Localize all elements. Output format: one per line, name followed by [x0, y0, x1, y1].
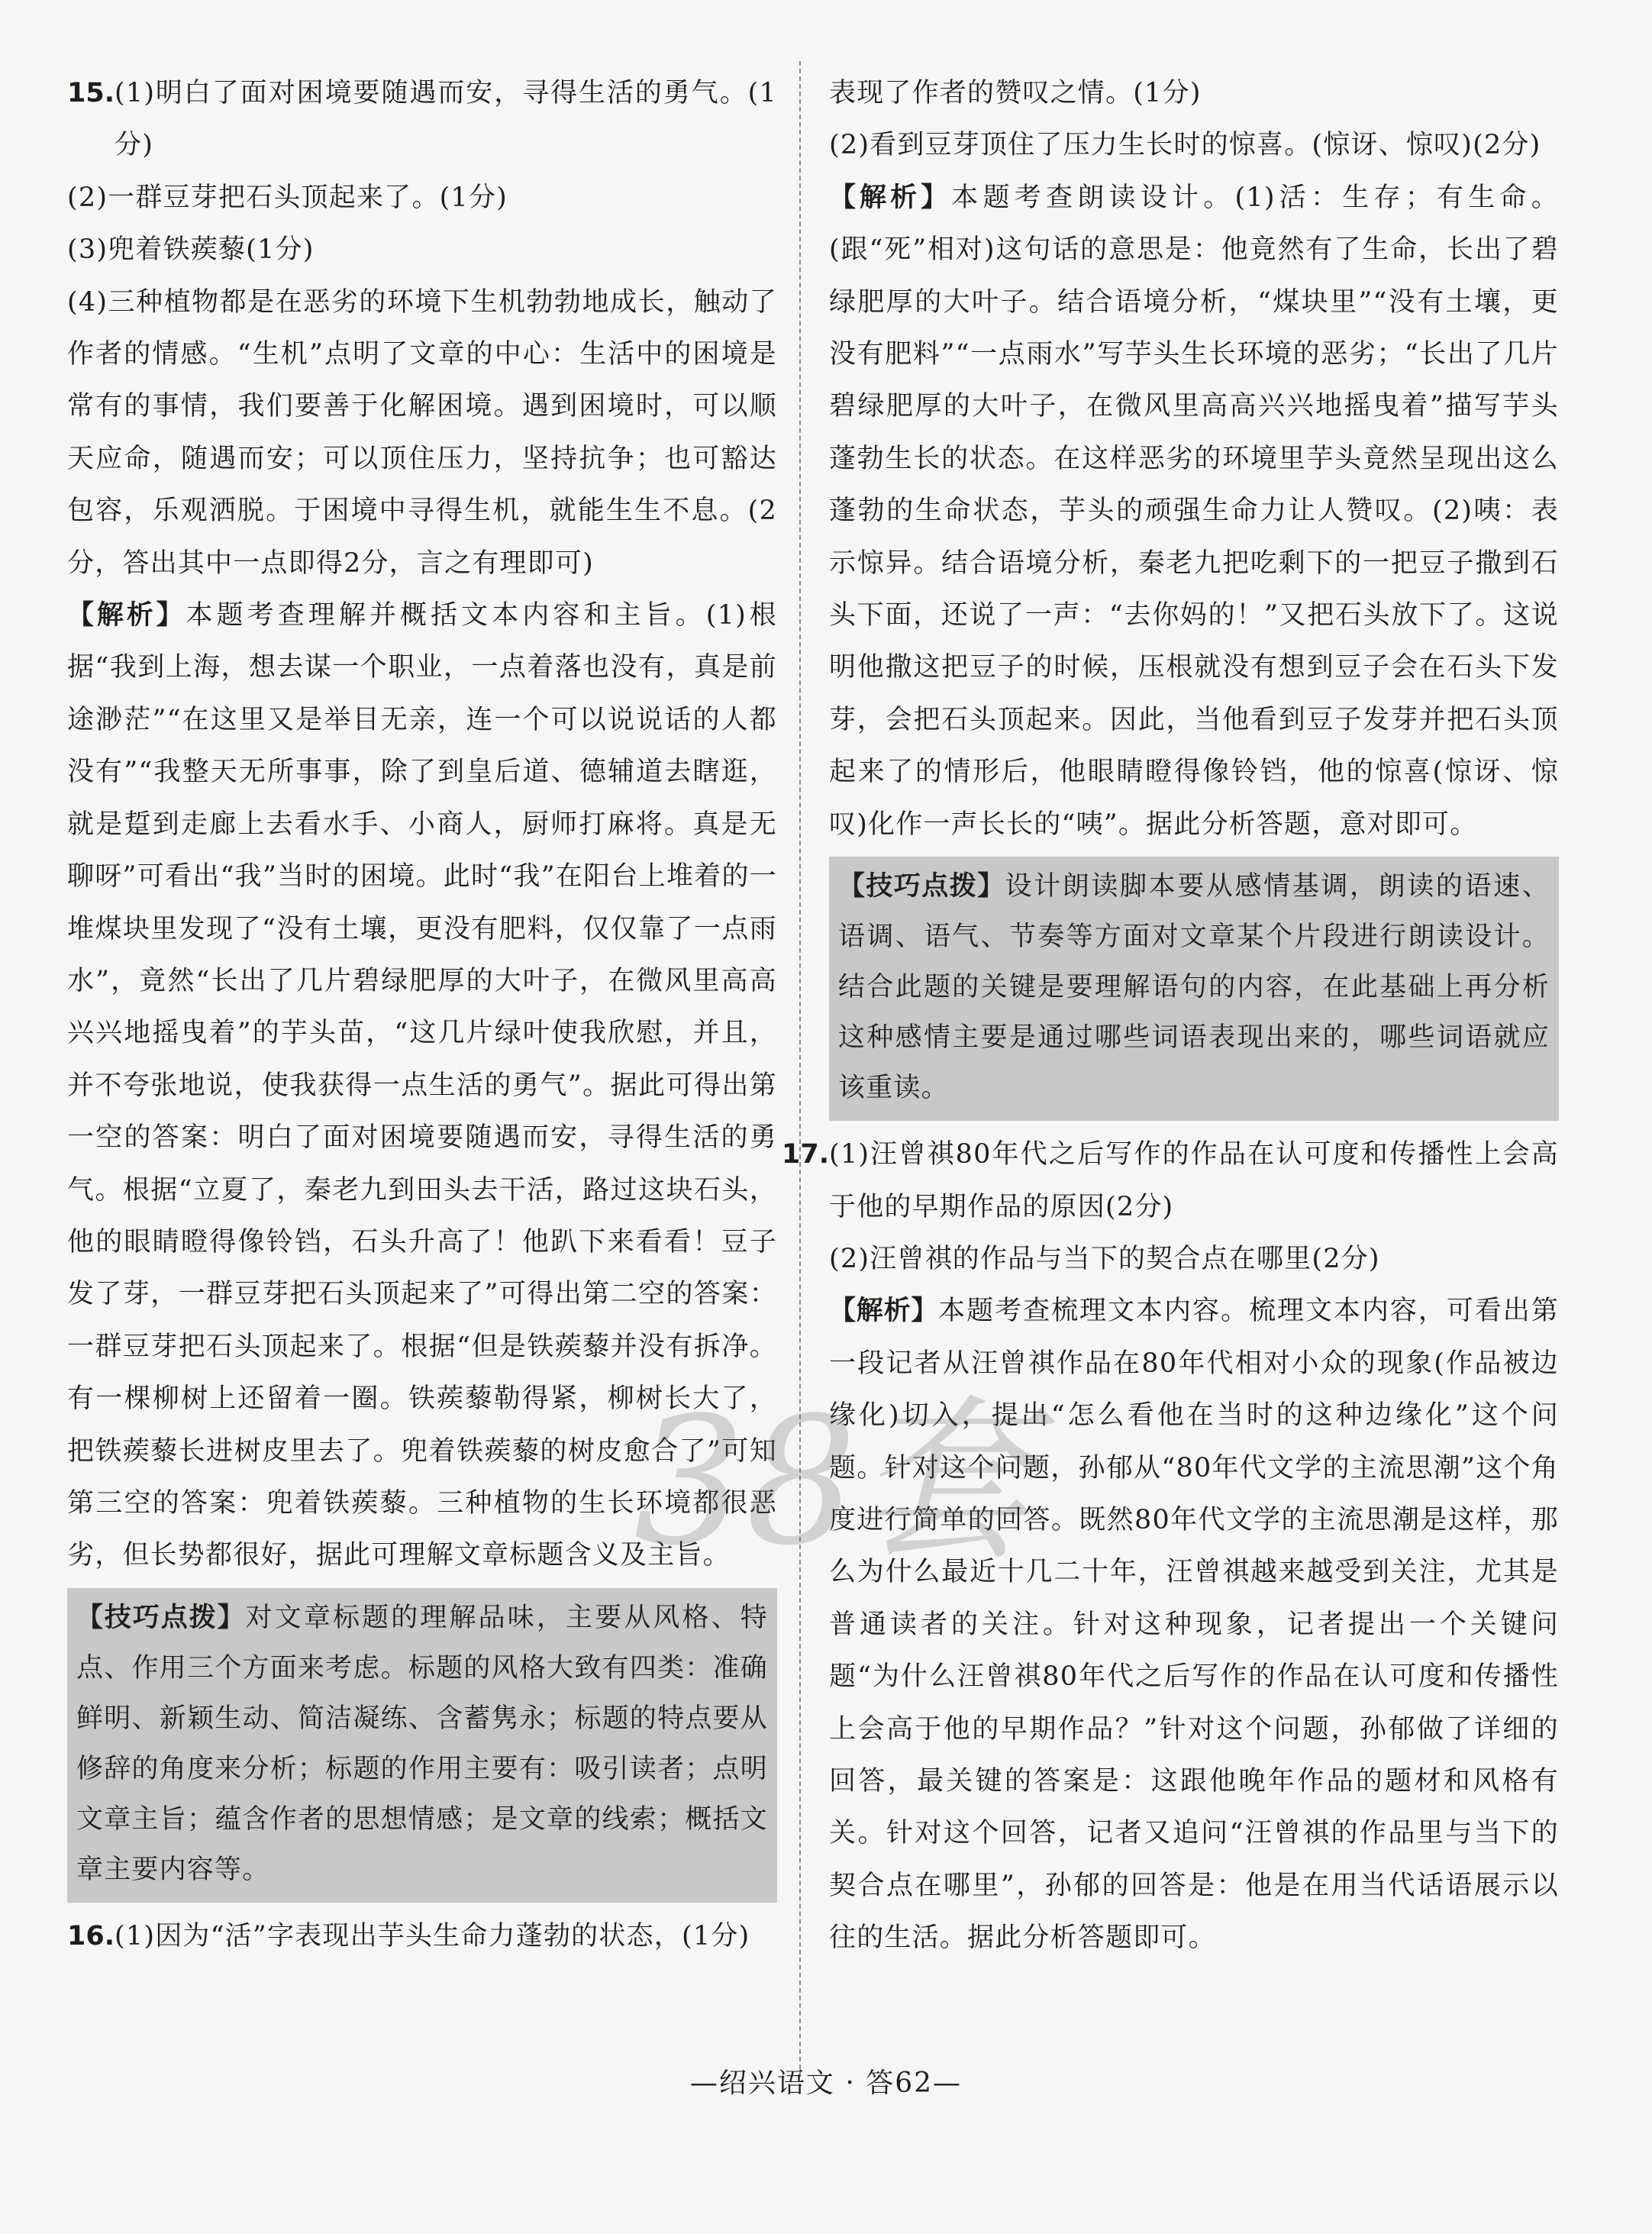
- skill-text: 设计朗读脚本要从感情基调，朗读的语速、语调、语气、节奏等方面对文章某个片段进行朗读设计。结合此题的关键是要理解语句的内容，在此基础上再分析这种感情主要是通过哪些词语表现出来的，哪些词语就应该重读。: [838, 871, 1550, 1104]
- analysis-tag: 【解析】: [829, 182, 952, 213]
- analysis-tag: 【解析】: [829, 1296, 939, 1327]
- q15-item-4: (4)三种植物都是在恶劣的环境下生机勃勃地成长，触动了作者的情感。“生机”点明了文章的中心：生活中的困境是常有的事情，我们要善于化解困境。遇到困境时，可以顺天应命，随遇而安；可以顶住压力，坚持抗争；也可豁达包容，乐观洒脱。于困境中寻得生机，就能生生不息。(2分，答出其中一点即得2分，言之有理即可): [67, 286, 777, 579]
- q16-item-2: (2)看到豆芽顶住了压力生长时的惊喜。(惊讶、惊叹)(2分): [829, 130, 1541, 161]
- column-divider: [799, 61, 801, 2077]
- q16-number: 16.: [67, 1920, 115, 1952]
- q17-number: 17.: [782, 1139, 830, 1170]
- q15-answer-1: (1)明白了面对困境要随遇而安，寻得生活的勇气。(1分): [115, 78, 777, 161]
- analysis-text: 本题考查理解并概括文本内容和主旨。(1)根据“我到上海，想去谋一个职业，一点着落也没有，真是前途渺茫”“在这里又是举目无亲，连一个可以说说话的人都没有”“我整天无所事事，除了到皇后道、德辅道去瞎逛，就是踅到走廊上去看水手、小商人，厨师打麻将。真是无聊呀”可看出“我”当时的困境。此时“我”在阳台上堆着的一堆煤块里发现了“没有土壤，更没有肥料，仅仅靠了一点雨水”，竟然“长出了几片碧绿肥厚的大叶子，在微风里高高兴兴地摇曳着”的芋头苗，“这几片绿叶使我欣慰，并且，并不夸张地说，使我获得一点生活的勇气”。据此可得出第一空的答案：明白了面对困境要随遇而安，寻得生活的勇气。根据“立夏了，秦老九到田头去干活，路过这块石头，他的眼睛瞪得像铃铛，石头升高了！他趴下来看看！豆子发了芽，一群豆芽把石头顶起来了”可得出第二空的答案：一群豆芽把石头顶起来了。根据“但是铁蒺藜并没有拆净。有一棵柳树上还留着一圈。铁蒺藜勒得紧，柳树长大了，把铁蒺藜长进树皮里去了。兜着铁蒺藜的树皮愈合了”可知第三空的答案：兜着铁蒺藜。三种植物的生长环境都很恶劣，但长势都很好，据此可理解文章标题含义及主旨。: [67, 600, 777, 1571]
- q15-number: 15.: [67, 78, 115, 108]
- analysis-text: 本题考查梳理文本内容。梳理文本内容，可看出第一段记者从汪曾祺作品在80年代相对小众的现象(作品被边缘化)切入，提出“怎么看他在当时的这种边缘化”这个问题。针对这个问题，孙郁从“80年代文学的主流思潮”这个角度进行简单的回答。既然80年代文学的主流思潮是这样，那么为什么最近十几二十年，汪曾祺越来越受到关注，尤其是普通读者的关注。针对这种现象，记者提出一个关键问题“为什么汪曾祺80年代之后写作的作品在认可度和传播性上会高于他的早期作品？”针对这个问题，孙郁做了详细的回答，最关键的答案是：这跟他晚年作品的题材和风格有关。针对这个回答，记者又追问“汪曾祺的作品里与当下的契合点在哪里”，孙郁的回答是：他是在用当代话语展示以往的生活。据此分析答题即可。: [829, 1296, 1559, 1954]
- q17-analysis: [829, 1285, 1559, 1964]
- q17-item-2: (2)汪曾祺的作品与当下的契合点在哪里(2分): [829, 1243, 1380, 1274]
- q17-answer-1: (1)汪曾祺80年代之后写作的作品在认可度和传播性上会高于他的早期作品的原因(2分): [829, 1139, 1559, 1222]
- q15-item-3: (3)兜着铁蒺藜(1分): [67, 234, 315, 266]
- analysis-text: 本题考查朗读设计。(1)活：生存；有生命。(跟“死”相对)这句话的意思是：他竟然有了生命，长出了碧绿肥厚的大叶子。结合语境分析，“煤块里”“没有土壤，更没有肥料”“一点雨水”写芋头生长环境的恶劣；“长出了几片碧绿肥厚的大叶子，在微风里高高兴兴地摇曳着”描写芋头蓬勃生长的状态。在这样恶劣的环境里芋头竟然呈现出这么蓬勃的生命状态，芋头的顽强生命力让人赞叹。(2)咦：表示惊异。结合语境分析，秦老九把吃剩下的一把豆子撒到石头下面，还说了一声：“去你妈的！”又把石头放下了。这说明他撒这把豆子的时候，压根就没有想到豆子会在石头下发芽，会把石头顶起来。因此，当他看到豆子发芽并把石头顶起来了的情形后，他眼睛瞪得像铃铛，他的惊喜(惊讶、惊叹)化作一声长长的“咦”。据此分析答题，意对即可。: [829, 182, 1559, 840]
- q17-item-1: [782, 1128, 1559, 1233]
- skill-tag: 【技巧点拨】: [76, 1602, 246, 1633]
- watermark-text: 38套: [634, 1380, 1033, 1584]
- q15-item-1: [67, 67, 777, 172]
- page-footer: —绍兴语文 · 答62—: [689, 2068, 963, 2099]
- q15-analysis: [67, 589, 777, 1582]
- skill-tip: [76, 1593, 768, 1895]
- q15-item-2: (2)一群豆芽把石头顶起来了。(1分): [67, 182, 508, 213]
- skill-tip-box: [67, 1588, 777, 1903]
- skill-tip: [838, 861, 1550, 1113]
- skill-tip-box: [829, 857, 1559, 1121]
- skill-text: 对文章标题的理解品味，主要从风格、特点、作用三个方面来考虑。标题的风格大致有四类：准确鲜明、新颖生动、简洁凝练、含蓄隽永；标题的特点要从修辞的角度来分析；标题的作用主要有：吸引读者；点明文章主旨；蕴含作者的思想情感；是文章的线索；概括文章主要内容等。: [76, 1602, 768, 1885]
- q16-answer-1: (1)因为“活”字表现出芋头生命力蓬勃的状态，(1分): [115, 1920, 750, 1952]
- right-column: [782, 67, 1559, 1964]
- q16-item-1: [67, 1910, 777, 1962]
- analysis-tag: 【解析】: [67, 600, 186, 631]
- left-column: [67, 67, 777, 1962]
- skill-tag: 【技巧点拨】: [838, 871, 1005, 902]
- q16-answer-1-cont: 表现了作者的赞叹之情。(1分): [829, 78, 1202, 108]
- q16-analysis: [829, 172, 1559, 851]
